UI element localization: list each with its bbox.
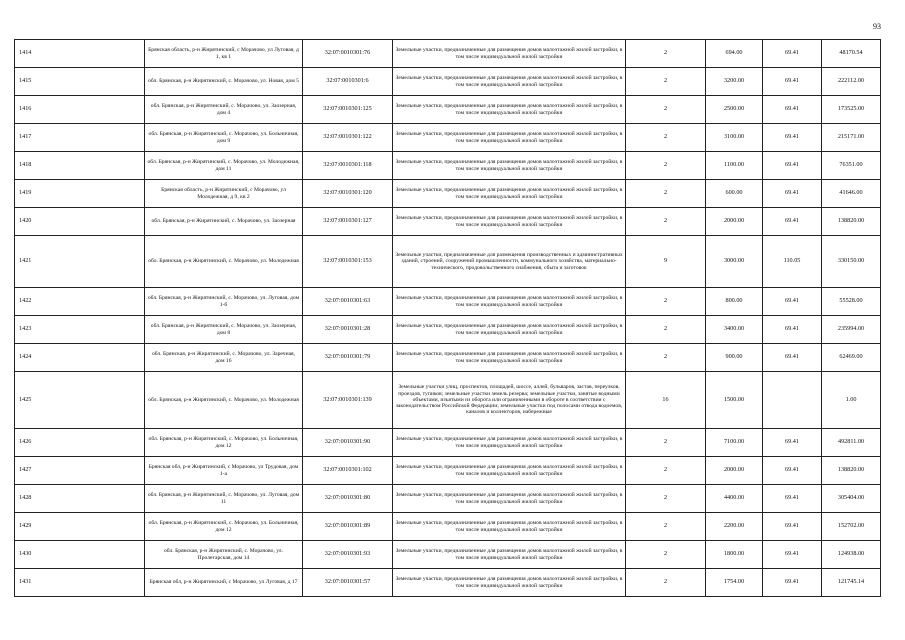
land-purpose-cell: Земельные участки, предназначенные для размещения домов малоэтажной жилой застройки, в том числе индивидуальной жилой застройки [393, 152, 626, 180]
group-cell: 2 [626, 208, 706, 236]
cadastral-value-cell: 152702.00 [822, 513, 881, 541]
cadastral-value-cell: 124938.00 [822, 541, 881, 569]
cadastral-number-cell: 32:07:0010301:28 [303, 316, 393, 344]
cadastral-number-cell: 32:07:0010301:125 [303, 96, 393, 124]
address-cell: обл. Брянская, р-н Жирятинский, с. Морачово, ул. Больничная, дом 9 [145, 124, 303, 152]
cadastral-value-cell: 235994.00 [822, 316, 881, 344]
group-cell: 2 [626, 569, 706, 597]
rate-cell: 69.41 [763, 316, 822, 344]
area-cell: 2500.00 [706, 96, 763, 124]
table-row [15, 485, 881, 513]
row-id-cell: 1423 [15, 316, 145, 344]
group-cell: 2 [626, 457, 706, 485]
land-purpose-cell: Земельные участки, предназначенные для размещения домов малоэтажной жилой застройки, в том числе индивидуальной жилой застройки [393, 344, 626, 372]
rate-cell: 69.41 [763, 429, 822, 457]
area-cell: 1100.00 [706, 152, 763, 180]
cadastral-number-cell: 32:07:0010301:90 [303, 429, 393, 457]
table-row [15, 236, 881, 288]
cadastral-number-cell: 32:07:0010301:120 [303, 180, 393, 208]
cadastral-number-cell: 32:07:0010301:122 [303, 124, 393, 152]
cadastral-number-cell: 32:07:0010301:57 [303, 569, 393, 597]
group-cell: 2 [626, 288, 706, 316]
table-row [15, 180, 881, 208]
cadastral-value-cell: 62469.00 [822, 344, 881, 372]
row-id-cell: 1428 [15, 485, 145, 513]
area-cell: 694.00 [706, 40, 763, 68]
table-row [15, 208, 881, 236]
cadastral-value-cell: 76351.00 [822, 152, 881, 180]
cadastral-value-cell: 41646.00 [822, 180, 881, 208]
cadastral-number-cell: 32:07:0010301:63 [303, 288, 393, 316]
group-cell: 2 [626, 429, 706, 457]
area-cell: 2000.00 [706, 457, 763, 485]
address-cell: обл. Брянская, р-н Жирятинский, с. Морачово, ул. Заречная, дом 16 [145, 344, 303, 372]
table-row [15, 457, 881, 485]
rate-cell: 69.41 [763, 96, 822, 124]
group-cell: 9 [626, 236, 706, 288]
rate-cell: 69.41 [763, 180, 822, 208]
table-row [15, 40, 881, 68]
rate-cell: 69.41 [763, 344, 822, 372]
page-number: 93 [873, 22, 881, 31]
rate-cell: 69.41 [763, 208, 822, 236]
address-cell: обл. Брянская, р-н Жирятинский, с. Морачово, ул. Молодежная, дом 11 [145, 152, 303, 180]
cadastral-number-cell: 32:07:0010301:79 [303, 344, 393, 372]
row-id-cell: 1418 [15, 152, 145, 180]
cadastral-number-cell: 32:07:0010301:76 [303, 40, 393, 68]
area-cell: 4400.00 [706, 485, 763, 513]
group-cell: 2 [626, 541, 706, 569]
cadastral-value-cell: 330150.00 [822, 236, 881, 288]
table-row [15, 316, 881, 344]
rate-cell: 69.41 [763, 68, 822, 96]
group-cell: 2 [626, 485, 706, 513]
row-id-cell: 1425 [15, 372, 145, 429]
address-cell: обл. Брянская, р-н Жирятинский, с. Морачово, ул. Заозерная [145, 208, 303, 236]
group-cell: 2 [626, 316, 706, 344]
rate-cell: 69.41 [763, 485, 822, 513]
address-cell: обл. Брянская, р-н Жирятинский, с. Морачово, ул. Пролетарская, дом 14 [145, 541, 303, 569]
area-cell: 1800.00 [706, 541, 763, 569]
cadastral-value-cell: 138820.00 [822, 208, 881, 236]
cadastral-value-cell: 55528.00 [822, 288, 881, 316]
row-id-cell: 1429 [15, 513, 145, 541]
area-cell: 3100.00 [706, 124, 763, 152]
rate-cell: 110.05 [763, 236, 822, 288]
area-cell: 1754.00 [706, 569, 763, 597]
land-purpose-cell: Земельные участки улиц, проспектов, площадей, шоссе, аллей, бульваров, застав, переулков, проездов, тупиков; земельные участки земель резерва; земельные участки, занятые водными объектами, изъятыми из оборота или ограниченными в обороте в соответствии с законодательством Российской Федерации; земельные участки под полосами отвода водоемов, каналов и коллекторов, набережные [393, 372, 626, 429]
table-row [15, 96, 881, 124]
table-row [15, 288, 881, 316]
cadastral-number-cell: 32:07:0010301:80 [303, 485, 393, 513]
rate-cell: 69.41 [763, 40, 822, 68]
table-row [15, 372, 881, 429]
land-purpose-cell: Земельные участки, предназначенные для размещения домов малоэтажной жилой застройки, в том числе индивидуальной жилой застройки [393, 288, 626, 316]
cadastral-value-cell: 215171.00 [822, 124, 881, 152]
address-cell: обл. Брянская, р-н Жирятинский, с. Морачово, ул. Больничная, дом 12 [145, 513, 303, 541]
area-cell: 900.00 [706, 344, 763, 372]
row-id-cell: 1422 [15, 288, 145, 316]
cadastral-number-cell: 32:07:0010301:118 [303, 152, 393, 180]
row-id-cell: 1415 [15, 68, 145, 96]
address-cell: обл. Брянская, р-н Жирятинский, с. Морачово, ул. Молодежная [145, 236, 303, 288]
land-purpose-cell: Земельные участки, предназначенные для размещения домов малоэтажной жилой застройки, в том числе индивидуальной жилой застройки [393, 68, 626, 96]
row-id-cell: 1427 [15, 457, 145, 485]
area-cell: 3400.00 [706, 316, 763, 344]
row-id-cell: 1431 [15, 569, 145, 597]
table-row [15, 541, 881, 569]
cadastral-value-cell: 1.00 [822, 372, 881, 429]
cadastral-number-cell: 32:07:0010301:89 [303, 513, 393, 541]
group-cell: 2 [626, 180, 706, 208]
address-cell: обл. Брянская, р-н Жирятинский, с. Морачово, ул. Молодежная [145, 372, 303, 429]
land-purpose-cell: Земельные участки, предназначенные для размещения домов малоэтажной жилой застройки, в том числе индивидуальной жилой застройки [393, 485, 626, 513]
rate-cell: 69.41 [763, 457, 822, 485]
address-cell: обл. Брянская, р-н Жирятинский, с. Морачово, ул. Луговая, дом 1-б [145, 288, 303, 316]
land-purpose-cell: Земельные участки, предназначенные для размещения домов малоэтажной жилой застройки, в том числе индивидуальной жилой застройки [393, 457, 626, 485]
area-cell: 2200.00 [706, 513, 763, 541]
address-cell: Брянская область, р-н Жирятинский, с Морачово, ул Молодежная, д 9, кв 2 [145, 180, 303, 208]
area-cell: 3000.00 [706, 236, 763, 288]
group-cell: 2 [626, 124, 706, 152]
row-id-cell: 1421 [15, 236, 145, 288]
cadastral-value-cell: 138820.00 [822, 457, 881, 485]
group-cell: 2 [626, 344, 706, 372]
cadastral-number-cell: 32:07:0010301:127 [303, 208, 393, 236]
row-id-cell: 1417 [15, 124, 145, 152]
row-id-cell: 1426 [15, 429, 145, 457]
area-cell: 7100.00 [706, 429, 763, 457]
row-id-cell: 1430 [15, 541, 145, 569]
table-row [15, 344, 881, 372]
row-id-cell: 1414 [15, 40, 145, 68]
cadastral-number-cell: 32:07:0010301:93 [303, 541, 393, 569]
address-cell: обл. Брянская, р-н Жирятинский, с. Морачово, ул. Больничная, дом 12 [145, 429, 303, 457]
land-purpose-cell: Земельные участки, предназначенные для размещения домов малоэтажной жилой застройки, в том числе индивидуальной жилой застройки [393, 208, 626, 236]
address-cell: Брянская область, р-н Жирятинский, с Морачово, ул Луговая, д 1, кв 1 [145, 40, 303, 68]
land-purpose-cell: Земельные участки, предназначенные для размещения домов малоэтажной жилой застройки, в том числе индивидуальной жилой застройки [393, 96, 626, 124]
rate-cell: 69.41 [763, 513, 822, 541]
cadastral-value-cell: 222112.00 [822, 68, 881, 96]
land-purpose-cell: Земельные участки, предназначенные для размещения домов малоэтажной жилой застройки, в том числе индивидуальной жилой застройки [393, 429, 626, 457]
rate-cell: 69.41 [763, 152, 822, 180]
group-cell: 2 [626, 68, 706, 96]
area-cell: 1500.00 [706, 372, 763, 429]
rate-cell: 69.41 [763, 124, 822, 152]
land-purpose-cell: Земельные участки, предназначенные для размещения домов малоэтажной жилой застройки, в том числе индивидуальной жилой застройки [393, 180, 626, 208]
address-cell: обл. Брянская, р-н Жирятинский, с. Морачово, ул. Заозерная, дом 8 [145, 316, 303, 344]
area-cell: 800.00 [706, 288, 763, 316]
group-cell: 2 [626, 513, 706, 541]
table-row [15, 124, 881, 152]
address-cell: Брянская обл, р-н Жирятинский, с Морачово, ул Трудовая, дом 1-а [145, 457, 303, 485]
address-cell: обл. Брянская, р-н Жирятинский, с. Морачово, ул. Новая, дом 5 [145, 68, 303, 96]
land-purpose-cell: Земельные участки, предназначенные для размещения домов малоэтажной жилой застройки, в том числе индивидуальной жилой застройки [393, 124, 626, 152]
land-purpose-cell: Земельные участки, предназначенные для размещения домов малоэтажной жилой застройки, в том числе индивидуальной жилой застройки [393, 40, 626, 68]
cadastral-value-cell: 173525.00 [822, 96, 881, 124]
area-cell: 3200.00 [706, 68, 763, 96]
group-cell: 2 [626, 40, 706, 68]
row-id-cell: 1424 [15, 344, 145, 372]
group-cell: 2 [626, 96, 706, 124]
row-id-cell: 1416 [15, 96, 145, 124]
cadastral-number-cell: 32:07:0010301:6 [303, 68, 393, 96]
cadastral-value-table [14, 39, 881, 597]
cadastral-number-cell: 32:07:0010301:102 [303, 457, 393, 485]
group-cell: 2 [626, 152, 706, 180]
cadastral-value-cell: 48170.54 [822, 40, 881, 68]
land-purpose-cell: Земельные участки, предназначенные для размещения домов малоэтажной жилой застройки, в том числе индивидуальной жилой застройки [393, 569, 626, 597]
rate-cell: 69.41 [763, 288, 822, 316]
cadastral-value-cell: 305404.00 [822, 485, 881, 513]
land-purpose-cell: Земельные участки, предназначенные для размещения домов малоэтажной жилой застройки, в том числе индивидуальной жилой застройки [393, 316, 626, 344]
rate-cell: 69.41 [763, 569, 822, 597]
address-cell: Брянская обл, р-н Жирятинский, с Морачово, ул Луговая, д 17 [145, 569, 303, 597]
cadastral-number-cell: 32:07:0010301:153 [303, 236, 393, 288]
table-row [15, 513, 881, 541]
cadastral-value-cell: 121745.14 [822, 569, 881, 597]
land-purpose-cell: Земельные участки, предназначенные для размещения домов малоэтажной жилой застройки, в том числе индивидуальной жилой застройки [393, 513, 626, 541]
cadastral-number-cell: 32:07:0010301:139 [303, 372, 393, 429]
address-cell: обл. Брянская, р-н Жирятинский, с. Морачово, ул. Луговая, дом 11 [145, 485, 303, 513]
table-row [15, 152, 881, 180]
row-id-cell: 1420 [15, 208, 145, 236]
group-cell: 16 [626, 372, 706, 429]
land-purpose-cell: Земельные участки, предназначенные для размещения домов малоэтажной жилой застройки, в том числе индивидуальной жилой застройки [393, 541, 626, 569]
table-row [15, 429, 881, 457]
row-id-cell: 1419 [15, 180, 145, 208]
rate-cell: 69.41 [763, 541, 822, 569]
table-row [15, 569, 881, 597]
rate-cell [763, 372, 822, 429]
address-cell: обл. Брянская, р-н Жирятинский, с. Морачово, ул. Заозерная, дом 4 [145, 96, 303, 124]
area-cell: 600.00 [706, 180, 763, 208]
table-row [15, 68, 881, 96]
table-body [15, 40, 881, 597]
land-purpose-cell: Земельные участки, предназначенные для размещения производственных и административных зданий, строений, сооружений промышленности, коммунального хозяйства, материально-технического, продовольственного снабжения, сбыта и заготовок [393, 236, 626, 288]
cadastral-value-cell: 492811.00 [822, 429, 881, 457]
area-cell: 2000.00 [706, 208, 763, 236]
